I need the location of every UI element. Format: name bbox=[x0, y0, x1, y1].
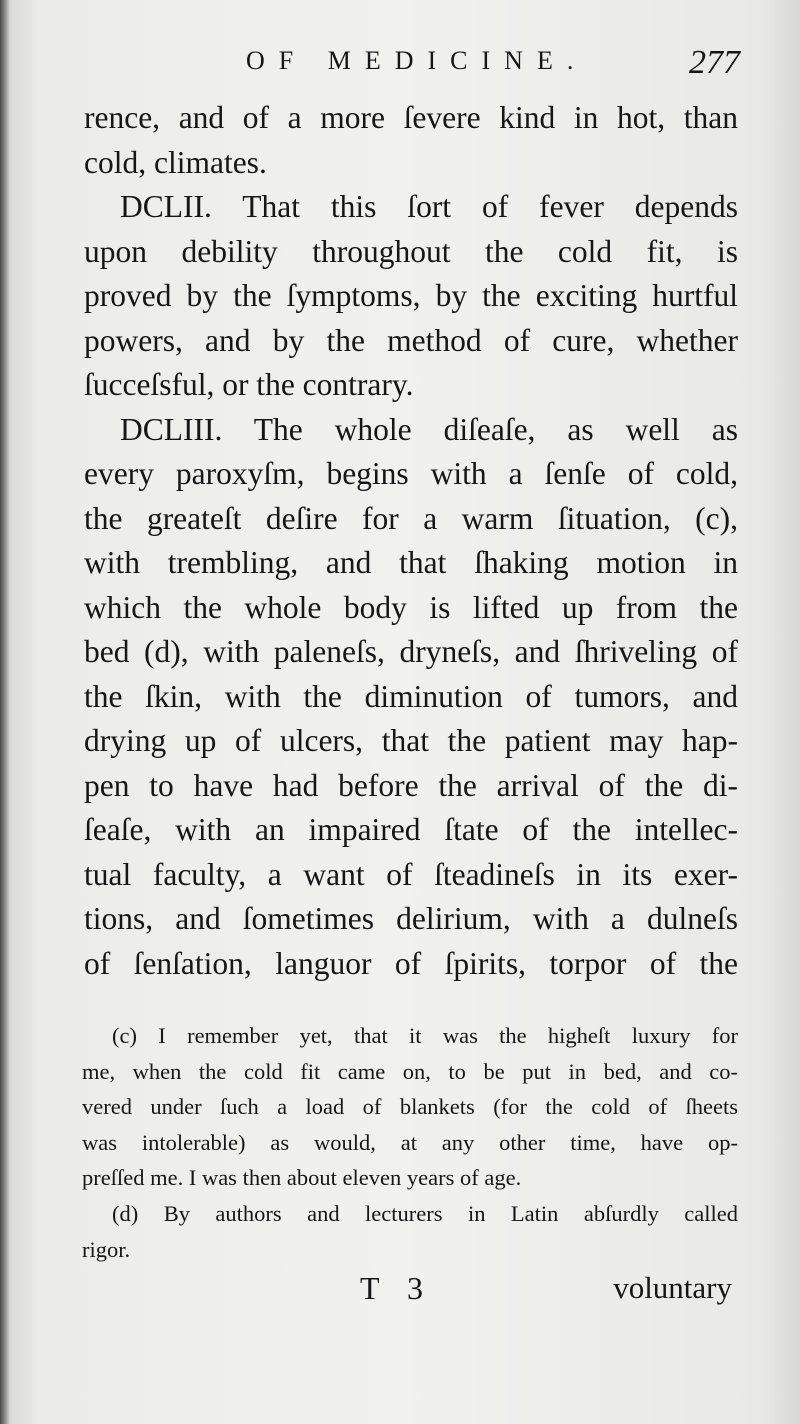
footnote-c-line: me, when the cold fit came on, to be put in bed, and co- bbox=[82, 1058, 738, 1084]
text-line: of ſenſation, languor of ſpirits, torpor of the bbox=[84, 945, 738, 981]
footnotes bbox=[82, 1018, 738, 1267]
text-line: bed (d), with paleneſs, dryneſs, and ſhriveling of bbox=[84, 634, 738, 669]
running-head: OF MEDICINE. bbox=[246, 46, 588, 75]
text-line: the greateſt deſire for a warm ſituation, (c), bbox=[84, 500, 738, 536]
footnote-d-line: (d) By authors and lecturers in Latin abſurdly called bbox=[112, 1200, 738, 1226]
page-spine-shadow bbox=[0, 0, 10, 1424]
text-line: tions, and ſometimes delirium, with a dulneſs bbox=[84, 901, 738, 936]
text-line: with trembling, and that ſhaking motion in bbox=[84, 545, 738, 580]
catchword: voluntary bbox=[613, 1270, 732, 1305]
text-line: tual faculty, a want of ſteadineſs in its exer- bbox=[84, 856, 738, 892]
footnote-d-line: rigor. bbox=[82, 1236, 131, 1262]
text-line: every paroxyſm, begins with a ſenſe of cold, bbox=[84, 456, 738, 491]
text-line: ſucceſsful, or the contrary. bbox=[84, 367, 414, 402]
footnote-c-line: vered under ſuch a load of blankets (for the cold of ſheets bbox=[82, 1094, 738, 1120]
text-line: ſeaſe, with an impaired ſtate of the intellec- bbox=[84, 812, 738, 847]
text-line: cold, climates. bbox=[84, 144, 267, 180]
text-line: the ſkin, with the diminution of tumors, and bbox=[84, 678, 738, 714]
signature-mark: T 3 bbox=[360, 1270, 433, 1306]
text-line: proved by the ſymptoms, by the exciting hurtful bbox=[84, 278, 738, 313]
text-line: powers, and by the method of cure, whether bbox=[84, 322, 738, 358]
footnote-c-line: preſſed me. I was then about eleven years of age. bbox=[82, 1165, 522, 1191]
body-text bbox=[84, 96, 738, 986]
text-line: drying up of ulcers, that the patient may hap- bbox=[84, 723, 738, 758]
page-number: 277 bbox=[689, 44, 740, 81]
paragraph-start-dcliii: DCLIII. The whole diſeaſe, as well as bbox=[120, 411, 738, 447]
footnote-c-line: (c) I remember yet, that it was the higheſt luxury for bbox=[112, 1023, 738, 1048]
text-line: which the whole body is lifted up from the bbox=[84, 589, 738, 625]
page-header bbox=[90, 46, 740, 86]
paragraph-start-dclii: DCLII. That this ſort of fever depends bbox=[120, 189, 738, 224]
footnote-c-line: was intolerable) as would, at any other time, have op- bbox=[82, 1129, 738, 1155]
text-line: pen to have had before the arrival of the di- bbox=[84, 767, 738, 803]
text-line: upon debility throughout the cold fit, is bbox=[84, 233, 738, 269]
text-line: rence, and of a more ſevere kind in hot, than bbox=[84, 100, 738, 135]
